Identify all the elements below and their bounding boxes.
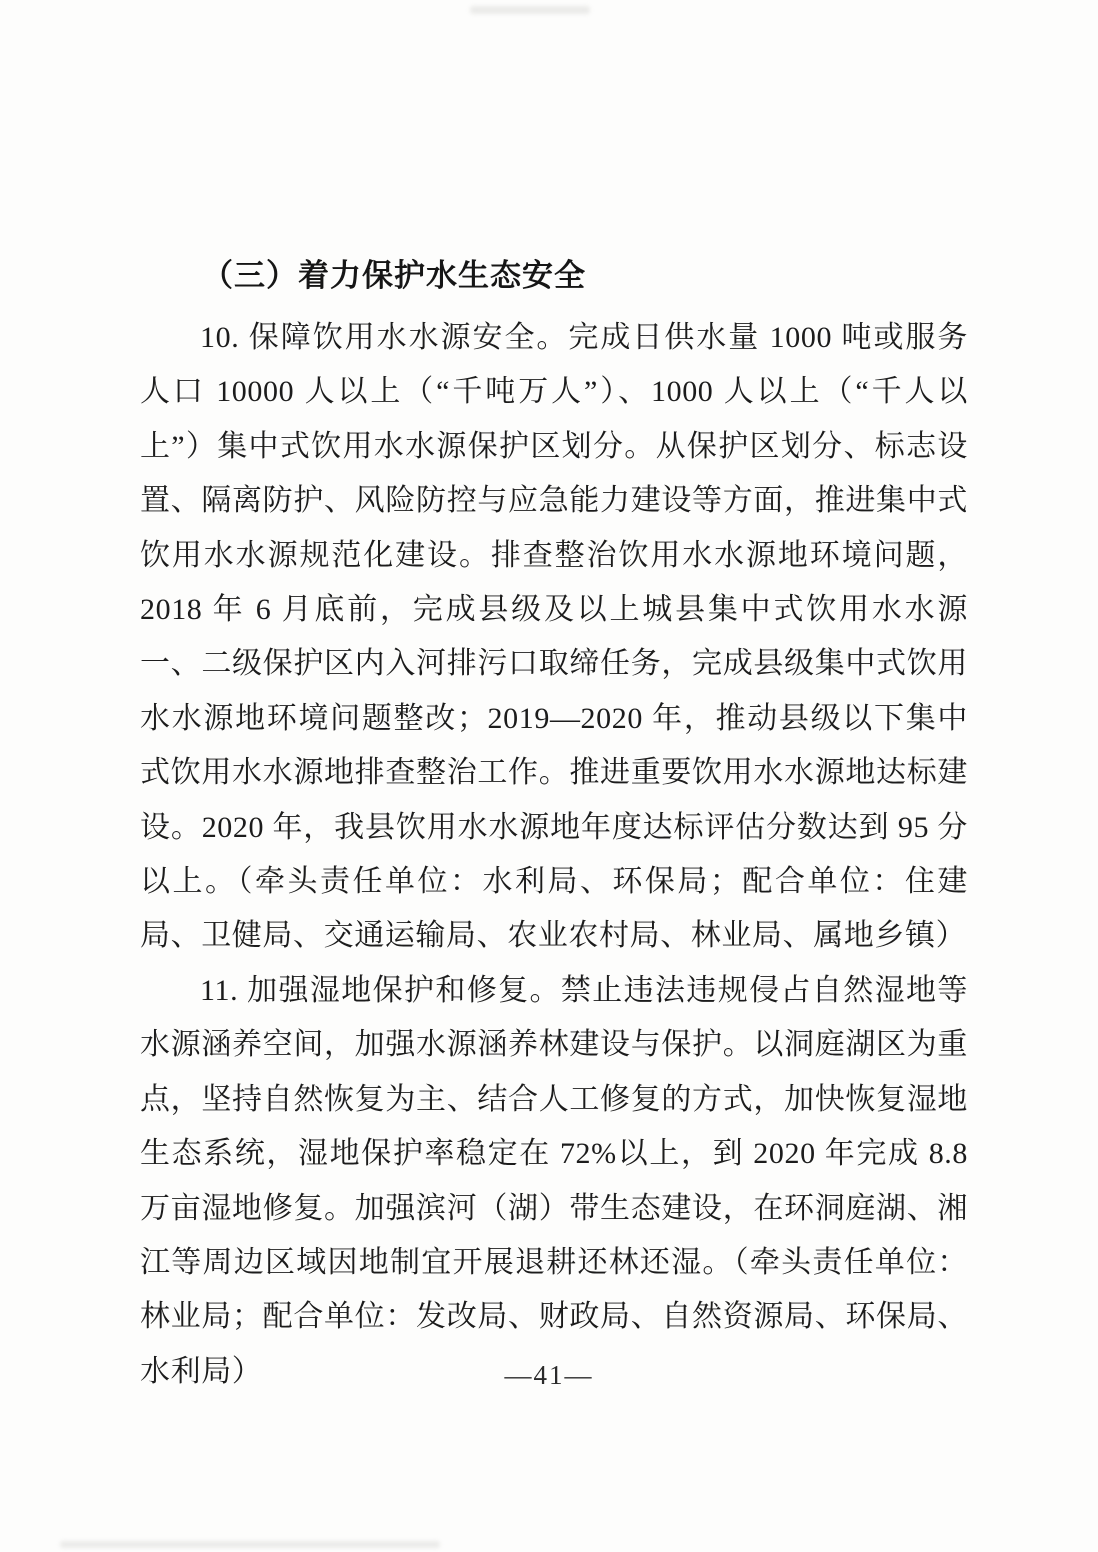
- scan-artifact: [470, 6, 590, 14]
- section-heading: （三）着力保护水生态安全: [202, 258, 586, 293]
- paragraph-11: 11. 加强湿地保护和修复。禁止违法违规侵占自然湿地等水源涵养空间，加强水源涵养林建设与保护。以洞庭湖区为重点，坚持自然恢复为主、结合人工修复的方式，加快恢复湿地生态系统，湿地保护率稳定在 72%以上，到 2020 年完成 8.8 万亩湿地修复。加强滨河（湖）带生态建设，在环洞庭湖、湘江等周边区域因地制宜开展退耕还林还湿。（牵头责任单位：林业局；配合单位：发改局、财政局、自然资源局、环保局、水利局）: [140, 973, 968, 1388]
- paragraph-10: 10. 保障饮用水水源安全。完成日供水量 1000 吨或服务人口 10000 人以上（“千吨万人”）、1000 人以上（“千人以上”）集中式饮用水水源保护区划分。从保护区划分、标志设置、隔离防护、风险防控与应急能力建设等方面，推进集中式饮用水水源规范化建设。排查整治饮用水水源地环境问题，2018 年 6 月底前，完成县级及以上城县集中式饮用水水源一、二级保护区内入河排污口取缔任务，完成县级集中式饮用水水源地环境问题整改；2019—2020 年，推动县级以下集中式饮用水水源地排查整治工作。推进重要饮用水水源地达标建设。2020 年，我县饮用水水源地年度达标评估分数达到 95 分以上。（牵头责任单位：水利局、环保局；配合单位：住建局、卫健局、交通运输局、农业农村局、林业局、属地乡镇）: [140, 321, 968, 953]
- page-content: [140, 249, 968, 1399]
- scan-artifact: [60, 1541, 440, 1548]
- page-number: —41—: [504, 1360, 594, 1390]
